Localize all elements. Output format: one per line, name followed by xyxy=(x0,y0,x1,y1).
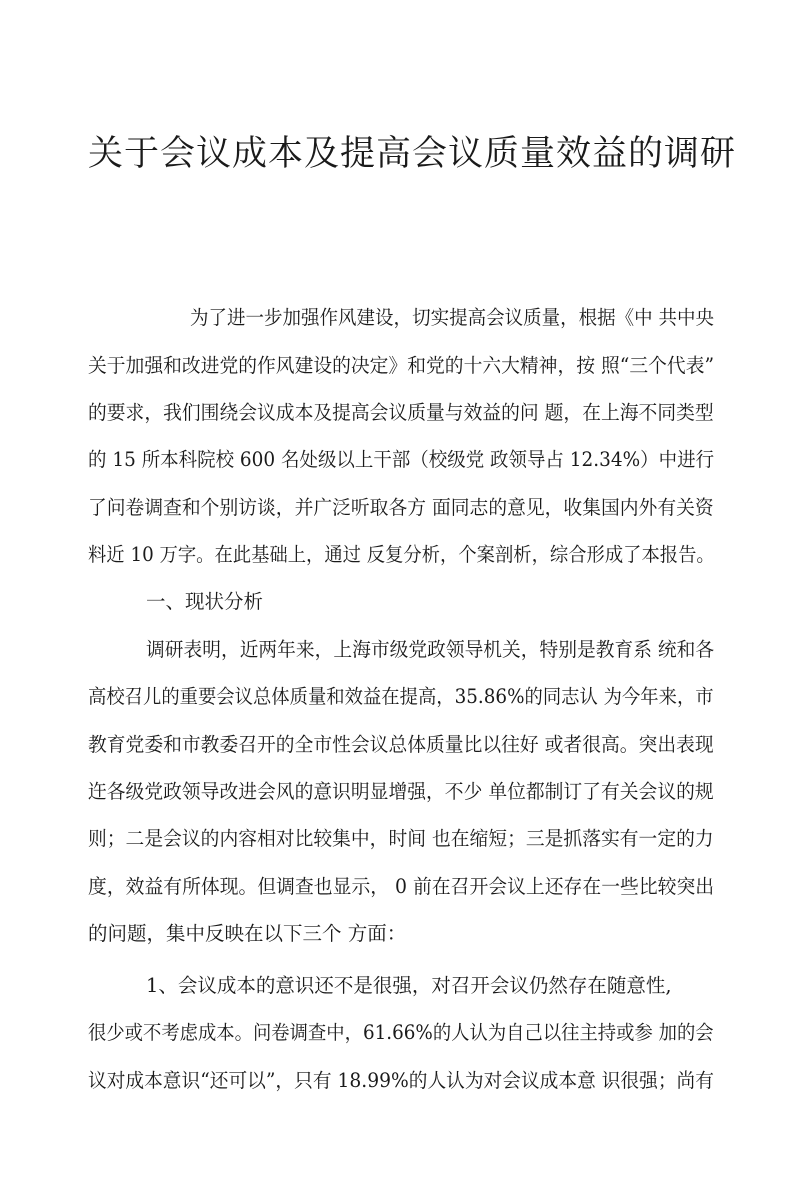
paragraph-line: 关于加强和改进党的作风建设的决定》和党的十六大精神，按 照“三个代表” xyxy=(88,354,715,377)
paragraph-line: 度，效益有所体现。但调查也显示， 0 前在召开会议上还存在一些比较突出 xyxy=(88,875,715,898)
paragraph-line: 的要求，我们围绕会议成本及提高会议质量与效益的问 题，在上海不同类型 xyxy=(88,401,714,424)
paragraph-line: 迕各级党政领导改进会风的意识明显增强，不少 单位都制订了有关会议的规 xyxy=(88,780,714,803)
document-title: 关于会议成本及提高会议质量效益的调研 xyxy=(88,134,737,174)
paragraph-line: 很少或不考虑成本。问卷调查中，61.66%的人认为自己以往主持或参 加的会 xyxy=(88,1021,714,1044)
paragraph-line: 的 15 所本科院校 600 名处级以上干部（校级党 政领导占 12.34%）中进行 xyxy=(88,448,715,471)
paragraph-line: 为了进一步加强作风建设，切实提高会议质量，根据《中 共中央 xyxy=(190,306,715,329)
paragraph-line: 议对成本意识“还可以”，只有 18.99%的人认为对会议成本意 识很强；尚有 xyxy=(88,1069,714,1092)
paragraph-line: 了问卷调查和个别访谈，并广泛听取各方 面同志的意见，收集国内外有关资 xyxy=(88,496,714,519)
paragraph-line: 1、会议成本的意识还不是很强，对召开会议仍然存在随意性, xyxy=(146,974,672,997)
paragraph-line: 教育党委和市教委召开的全市性会议总体质量比以往好 或者很高。突出表现 xyxy=(88,733,714,756)
section-heading: 一、现状分析 xyxy=(146,590,264,613)
paragraph-line: 的问题，集中反映在以下三个 方面： xyxy=(88,922,407,945)
paragraph-line: 则；二是会议的内容相对比较集中，时间 也在缩短；三是抓落实有一定的力 xyxy=(88,827,714,850)
paragraph-line: 料近 10 万字。在此基础上，通过 反复分析，个案剖析，综合形成了本报告。 xyxy=(88,543,715,566)
paragraph-line: 高校召儿的重要会议总体质量和效益在提高，35.86%的同志认 为今年来，市 xyxy=(88,685,714,708)
paragraph-line: 调研表明，近两年来，上海市级党政领导机关，特别是教育系 统和各 xyxy=(146,638,715,661)
